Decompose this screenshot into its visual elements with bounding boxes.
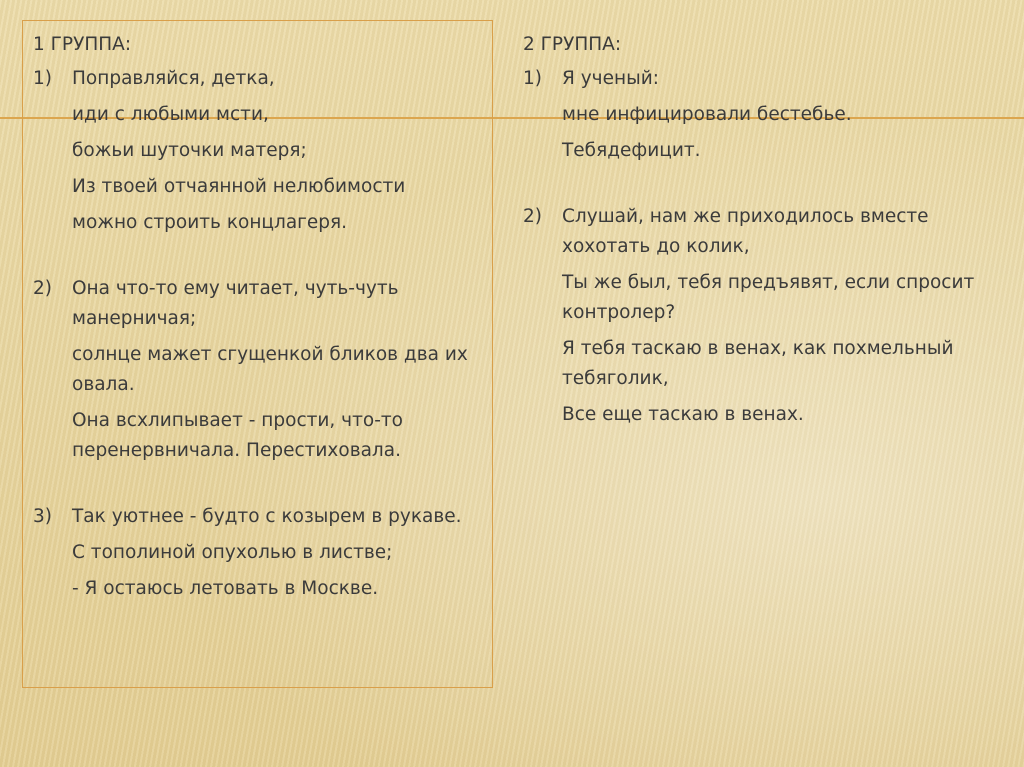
group1-column — [33, 30, 488, 610]
group1-item-2 — [33, 274, 488, 466]
poem-line: С тополиной опухолью в листве; — [72, 542, 393, 563]
poem-line: Я тебя таскаю в венах, как похмельный тебяголик, — [562, 338, 954, 389]
poem-line: мне инфицировали бестебье. — [562, 104, 852, 125]
group1-item-1 — [33, 64, 488, 238]
group2-item-2 — [523, 202, 1003, 430]
poem-line: Слушай, нам же приходилось вместе хохотать до колик, — [562, 206, 929, 257]
poem-line: можно строить концлагеря. — [72, 212, 348, 233]
group2-title: 2 ГРУППА: — [523, 34, 622, 55]
item-number: 2) — [523, 206, 542, 227]
poem-line: Из твоей отчаянной нелюбимости — [72, 176, 406, 197]
poem-line: Тебядефицит. — [562, 140, 701, 161]
poem-line: Так уютнее - будто с козырем в рукаве. — [72, 506, 462, 527]
group1-item-3 — [33, 502, 488, 604]
poem-line: Поправляйся, детка, — [72, 68, 275, 89]
item-number: 3) — [33, 506, 52, 527]
item-number: 1) — [33, 68, 52, 89]
poem-line: Ты же был, тебя предъявят, если спросит контролер? — [562, 272, 975, 323]
poem-line: солнце мажет сгущенкой бликов два их овала. — [72, 344, 468, 395]
poem-line: иди с любыми мсти, — [72, 104, 269, 125]
group2-item-1 — [523, 64, 1003, 166]
group1-title: 1 ГРУППА: — [33, 34, 132, 55]
poem-line: божьи шуточки матеря; — [72, 140, 307, 161]
group2-column — [523, 30, 1003, 436]
item-number: 1) — [523, 68, 542, 89]
poem-line: Она всхлипывает - прости, что-то перенервничала. Перестиховала. — [72, 410, 403, 461]
poem-line: Все еще таскаю в венах. — [562, 404, 804, 425]
poem-line: Я ученый: — [562, 68, 659, 89]
poem-line: - Я остаюсь летовать в Москве. — [72, 578, 379, 599]
poem-line: Она что-то ему читает, чуть-чуть манерничая; — [72, 278, 399, 329]
item-number: 2) — [33, 278, 52, 299]
